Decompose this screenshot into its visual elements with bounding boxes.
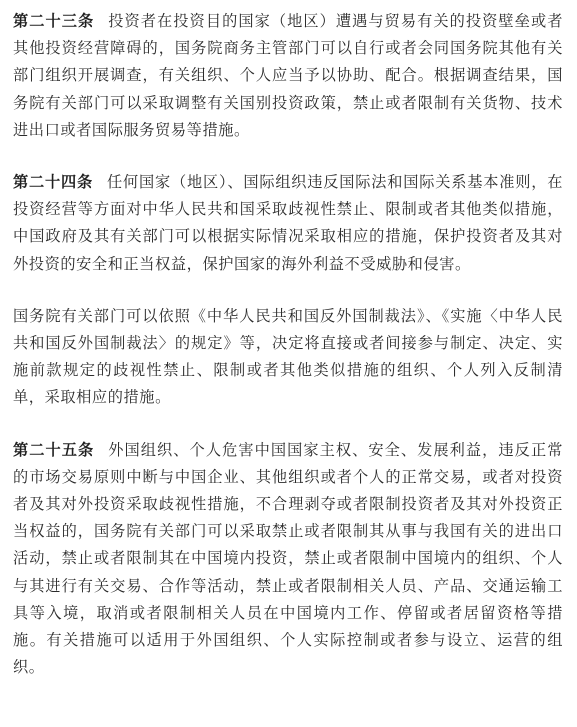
article-text: 国务院有关部门可以依照《中华人民共和国反外国制裁法》、《实施〈中华人民共和国反外国制裁法〉的规定》等，决定将直接或者间接参与制定、决定、实施前款规定的歧视性禁止、限制或者其他类似措施的组织、个人列入反制清单，采取相应的措施。 <box>13 306 563 407</box>
article-24 <box>13 169 563 278</box>
article-number: 第二十四条 <box>13 173 93 192</box>
article-text: 投资者在投资目的国家（地区）遭遇与贸易有关的投资壁垒或者其他投资经营障碍的，国务院商务主管部门可以自行或者会同国务院其他有关部门组织开展调查，有关组织、个人应当予以协助、配合。根据调查结果，国务院有关部门可以采取调整有关国别投资政策，禁止或者限制有关货物、技术进出口或者国际服务贸易等措施。 <box>13 12 563 139</box>
article-24-paragraph-2 <box>13 303 563 412</box>
article-text: 外国组织、个人危害中国国家主权、安全、发展利益，违反正常的市场交易原则中断与中国企业、其他组织或者个人的正常交易，或者对投资者及其对外投资采取歧视性措施，不合理剥夺或者限制投资者及其对外投资正当权益的，国务院有关部门可以采取禁止或者限制其从事与我国有关的进出口活动，禁止或者限制其在中国境内投资，禁止或者限制中国境内的组织、个人与其进行有关交易、合作等活动，禁止或者限制相关人员、产品、交通运输工具等入境，取消或者限制相关人员在中国境内工作、停留或者居留资格等措施。有关措施可以适用于外国组织、个人实际控制或者参与设立、运营的组织。 <box>13 440 563 677</box>
article-number: 第二十五条 <box>13 440 95 459</box>
article-number: 第二十三条 <box>13 12 95 30</box>
article-text: 任何国家（地区）、国际组织违反国际法和国际关系基本准则，在投资经营等方面对中华人民共和国采取歧视性禁止、限制或者其他类似措施，中国政府及其有关部门可以根据实际情况采取相应的措施，保护投资者及其对外投资的安全和正当权益，保护国家的海外利益不受威胁和侵害。 <box>13 173 564 273</box>
article-25 <box>13 437 563 682</box>
article-23 <box>13 8 563 144</box>
